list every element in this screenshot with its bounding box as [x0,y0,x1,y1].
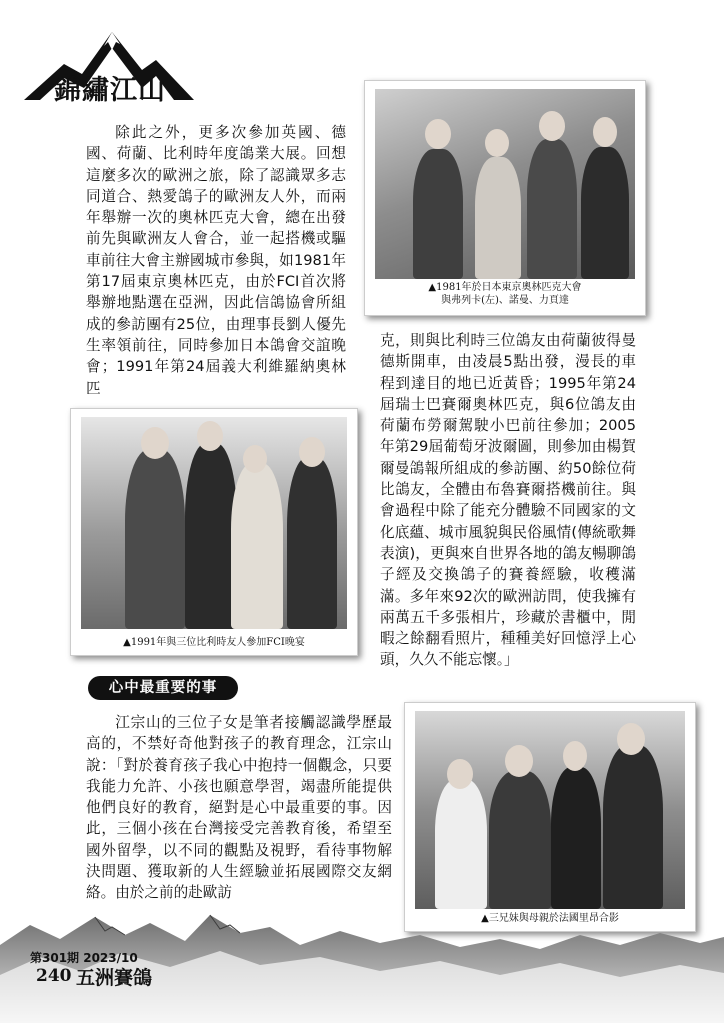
caption-line: ▲三兄妹與母親於法國里昂合影 [481,913,619,924]
section-title: 錦繡江山 [54,75,166,106]
photo-frame-1981 [364,80,646,316]
body-text-column-1 [86,122,346,399]
photo-caption [365,281,645,307]
issue-label: 第301期 2023/10 [30,951,138,965]
photo-frame-lyon [404,702,696,932]
paragraph: 江宗山的三位子女是筆者接觸認識學歷最高的，不禁好奇他對孩子的教育理念，江宗山說：「對於養育孩子我心中抱持一個觀念，只要我能力允許、小孩也願意學習，竭盡所能提供他們良好的教育，絕對是心中最重要的事。因此，三個小孩在台灣接受完善教育後，希望至國外留學，以不同的觀點及視野，看待事物解決問題、獲取新的人生經驗並拓展國際交友網絡。由於之前的赴歐訪 [86,714,392,902]
body-text-column-3 [86,712,392,904]
page-number: 240 [36,966,72,986]
photo-family-lyon [415,711,685,909]
caption-line: 與弗列卡(左)、諾曼、力頁達 [441,295,569,306]
section-heading: 心中最重要的事 [88,676,238,700]
paragraph: 除此之外，更多次參加英國、德國、荷蘭、比利時年度鴿業大展。回想這麼多次的歐洲之旅，除了認識眾多志同道合、熱愛鴿子的歐洲友人外，而兩年舉辦一次的奧林匹克大會，總在出發前先與歐洲友人會合，並一起搭機或驅車前往大會主辦國城市參與，如1981年第17屆東京奧林匹克，由於FCI首次將舉辦地點選在亞洲，因此信鴿協會所組成的參訪團有25位，由理事長劉人優先生率領前往，同時參加日本鴿會交誼晚會；1991年第24屆義大利維羅納奧林匹 [86,124,346,397]
caption-line: ▲1981年於日本東京奧林匹克大會 [428,282,582,293]
photo-1981-tokyo [375,89,635,279]
caption-line: ▲1991年與三位比利時友人參加FCI晚宴 [123,637,305,648]
photo-1991-fci-dinner [81,417,347,629]
photo-caption [71,636,357,649]
magazine-name: 五洲賽鴿 [76,967,153,989]
photo-frame-1991 [70,408,358,656]
paragraph: 克，則與比利時三位鴿友由荷蘭彼得曼德斯開車，由凌晨5點出發，漫長的車程到達目的地已近黃昏；1995年第24屆瑞士巴賽爾奧林匹克，與6位鴿友由荷蘭布勞爾駕駛小巴前往參加；2005年第29屆葡萄牙波爾圖，則參加由楊賀爾曼鴿報所組成的參訪團、約50餘位荷比鴿友，全體由布魯賽爾搭機前往。與會過程中除了能充分體驗不同國家的文化底蘊、城市風貌與民俗風情(傳統歌舞表演)，更與來自世界各地的鴿友暢聊鴿子經及交換鴿子的賽養經驗，收穫滿滿。多年來92次的歐洲訪問，使我擁有兩萬五千多張相片，珍藏於書櫃中，閒暇之餘翻看照片，種種美好回憶浮上心頭，久久不能忘懷。」 [380,332,636,669]
section-logo [24,26,194,106]
body-text-column-2 [380,330,636,671]
